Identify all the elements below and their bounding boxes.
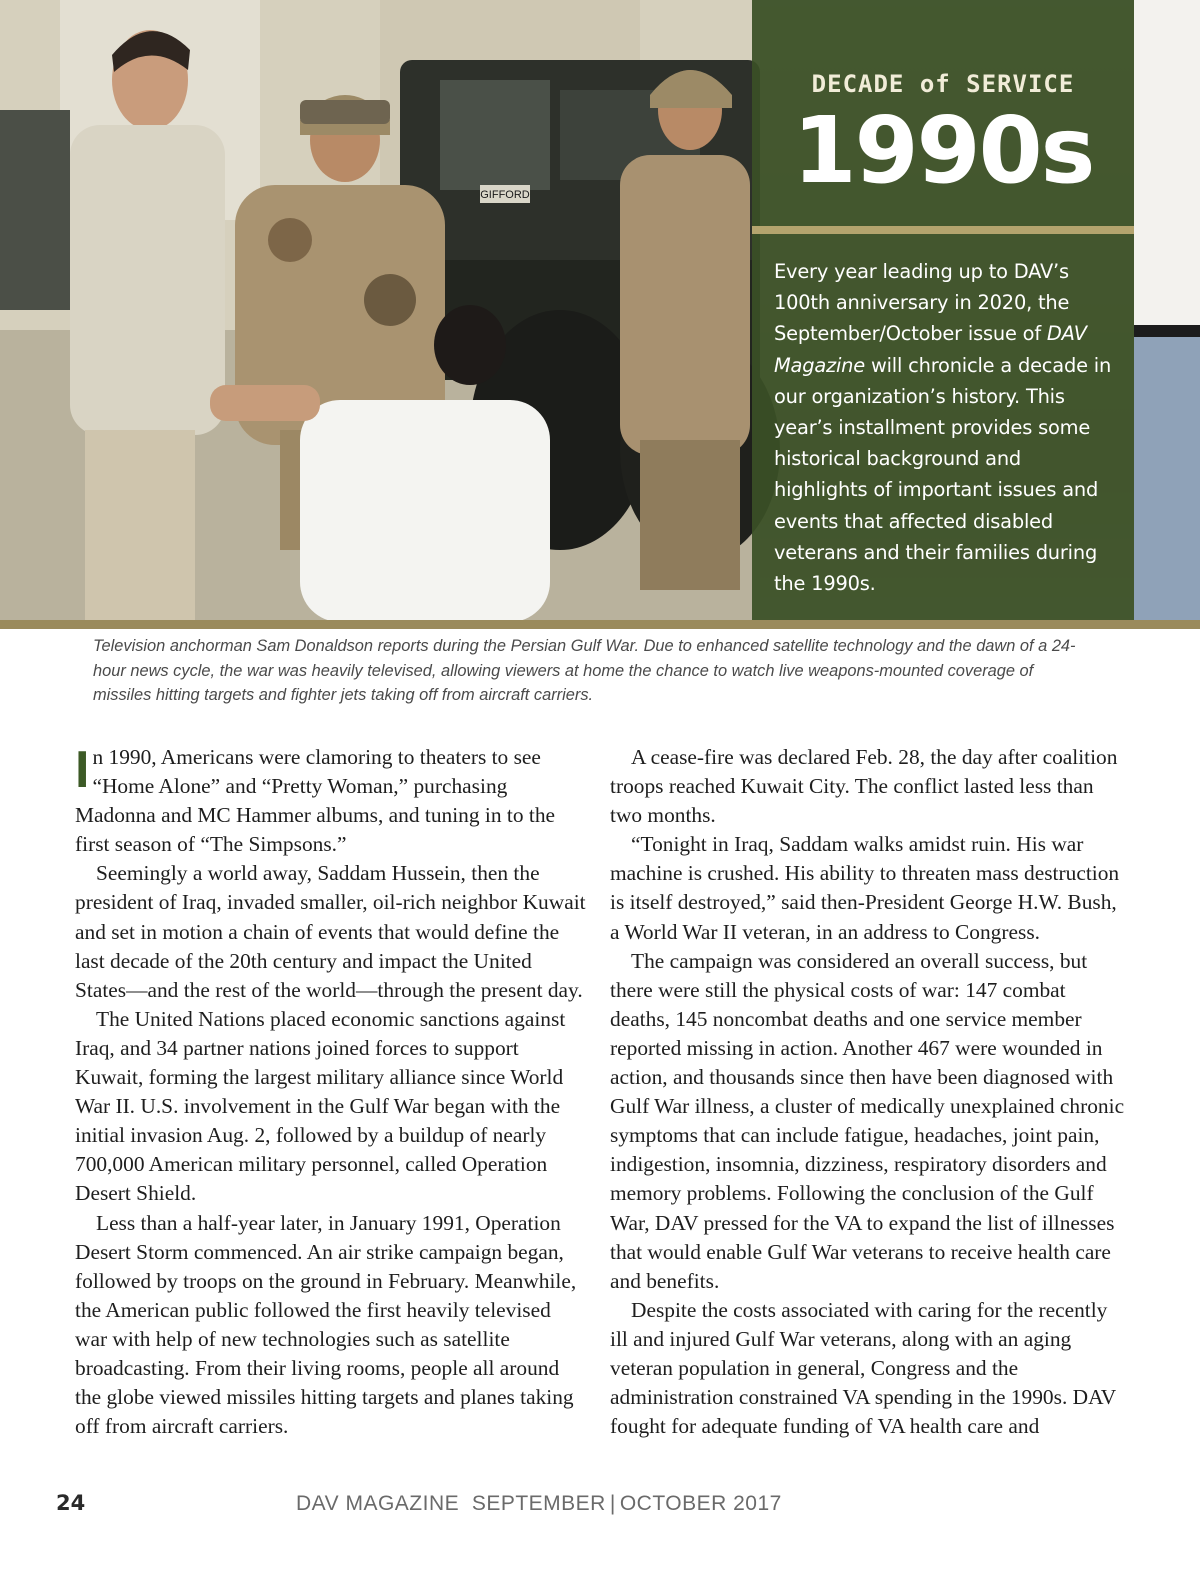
article-paragraph: The United Nations placed economic sanctions against Iraq, and 34 partner nations joined forces to support Kuwait, forming the largest military alliance since World War II. U.S. involvement in the Gulf War began with the initial invasion Aug. 2, followed by a buildup of nearly 700,000 American military personnel, called Operation Desert Shield. xyxy=(75,1006,566,1206)
hero-photo xyxy=(0,0,1200,622)
article-column-left xyxy=(75,743,587,1441)
article-paragraph: Despite the costs associated with caring for the recently ill and injured Gulf War veterans, along with an aging veteran population in general, Congress and the administration constrained VA spending in the 1990s. DAV fought for adequate funding of VA health care and xyxy=(610,1297,1116,1439)
magazine-title: DAV Magazine xyxy=(774,322,1087,377)
decade-title: 1990s xyxy=(792,97,1094,204)
panel-divider xyxy=(752,226,1134,234)
hero-rule xyxy=(0,620,1200,629)
photo-caption: Television anchorman Sam Donaldson reports during the Persian Gulf War. Due to enhanced satellite technology and the dawn of a 24-hour news cycle, the war was heavily televised, allowing viewers at home the chance to watch live weapons-mounted coverage of missiles hitting targets and fighter jets taking off from aircraft carriers. xyxy=(93,637,1076,704)
article-paragraph: Less than a half-year later, in January 1991, Operation Desert Storm commenced. An air strike campaign began, followed by troops on the ground in February. Meanwhile, the American public followed the first heavily televised war with help of new technologies such as satellite broadcasting. From their living rooms, people all around the globe viewed missiles hitting targets and planes taking off from aircraft carriers. xyxy=(75,1210,577,1439)
drop-cap: I xyxy=(75,741,90,799)
intro-text-1: Every year leading up to DAV’s 100th anniversary in 2020, the September/October issue of xyxy=(774,260,1070,346)
article-column-right xyxy=(610,743,1125,1441)
intro-text-2: will chronicle a decade in our organization’s history. This year’s installment provides some historical background and highlights of important issues and events that affected disabled veterans and their families during the 1990s. xyxy=(774,353,1112,596)
article-paragraph: “Tonight in Iraq, Saddam walks amidst ruin. His war machine is crushed. His ability to threaten mass destruction is itself destroyed,” said then-President George H.W. Bush, a World War II veteran, in an address to Congress. xyxy=(610,832,1120,944)
page-number: 24 xyxy=(56,1491,86,1515)
paragraph-text: n 1990, Americans were clamoring to theaters to see “Home Alone” and “Pretty Woman,” purchasing Madonna and MC Hammer albums, and tuning in to the first season of “The Simpsons.” xyxy=(75,745,556,857)
issue-month-right: OCTOBER 2017 xyxy=(619,1492,782,1515)
issue-month-left: SEPTEMBER xyxy=(471,1492,606,1515)
issue-separator: | xyxy=(609,1492,616,1515)
decade-kicker: DECADE of SERVICE xyxy=(811,70,1075,98)
article-paragraph: A cease-fire was declared Feb. 28, the day after coalition troops reached Kuwait City. The conflict lasted less than two months. xyxy=(610,745,1118,828)
article-paragraph: Seemingly a world away, Saddam Hussein, then the president of Iraq, invaded smaller, oil-rich neighbor Kuwait and set in motion a chain of events that would define the last decade of the 20th century and impact the United States—and the rest of the world—through the present day. xyxy=(75,861,586,1002)
article-paragraph xyxy=(75,743,587,859)
running-footer xyxy=(296,1492,782,1516)
decade-intro xyxy=(774,256,1119,599)
decade-panel xyxy=(752,0,1134,620)
article-paragraph: The campaign was considered an overall success, but there were still the physical costs of war: 147 combat deaths, 145 noncombat deaths and one service member reported missing in action. Another 467 were wounded in action, and thousands since then have been diagnosed with Gulf War illness, a cluster of medically unexplained chronic symptoms that can include fatigue, headaches, joint pain, indigestion, insomnia, dizziness, respiratory disorders and memory problems. Following the conclusion of the Gulf War, DAV pressed for the VA to expand the list of illnesses that would enable Gulf War veterans to receive health care and benefits. xyxy=(610,948,1125,1293)
publication-name: DAV MAGAZINE xyxy=(296,1492,460,1515)
vehicle-marking: GIFFORD xyxy=(480,189,530,201)
